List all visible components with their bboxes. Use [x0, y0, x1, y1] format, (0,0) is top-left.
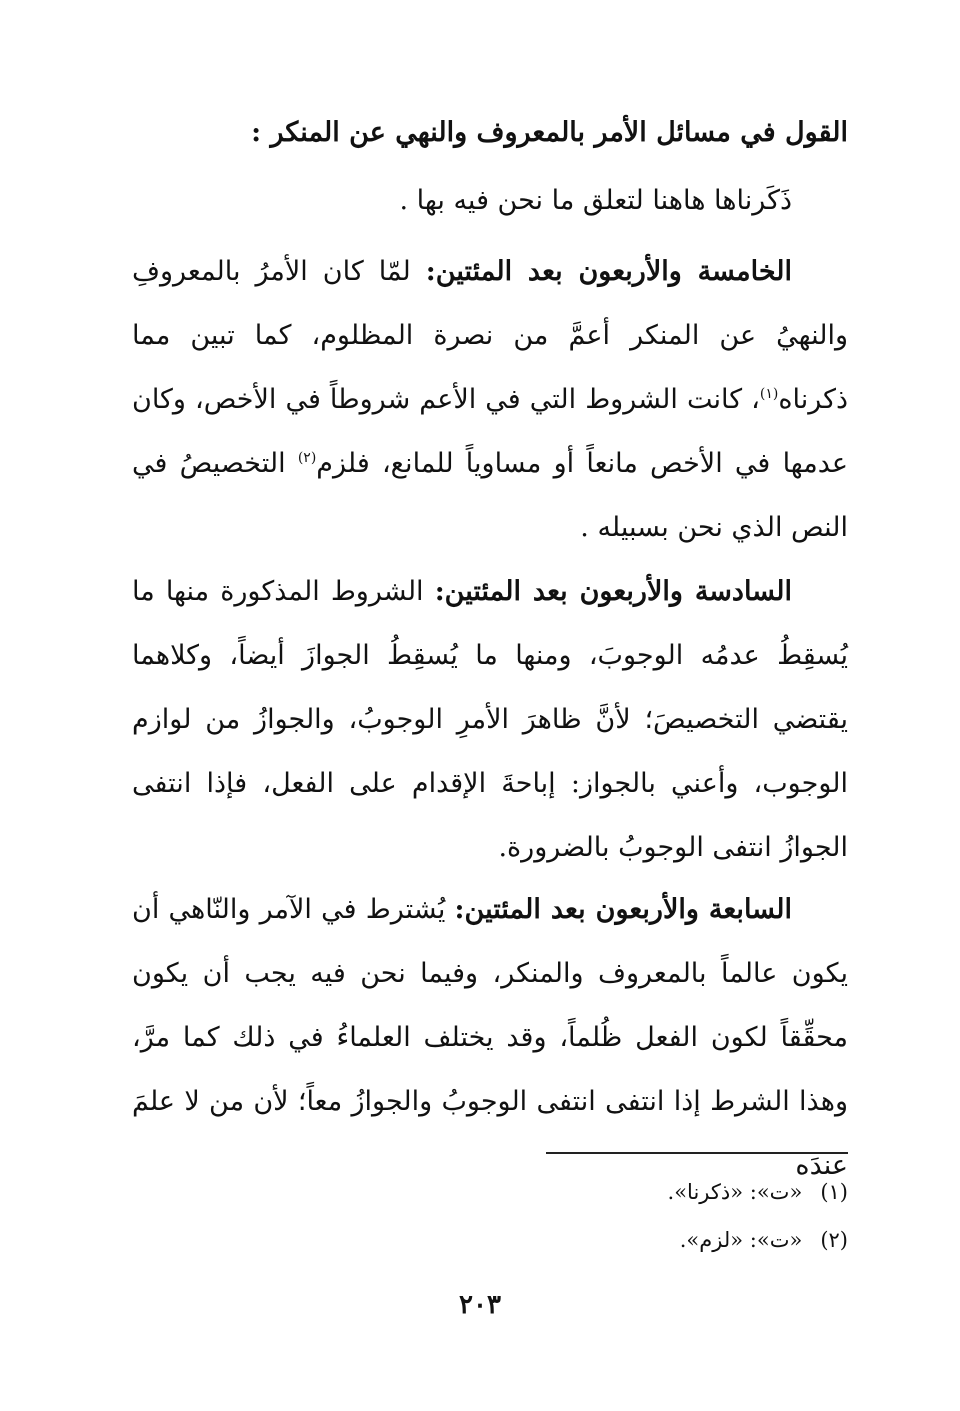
paragraph-245 — [132, 240, 848, 560]
footnote-1 — [132, 1168, 848, 1216]
paragraph-text: لمّا كان الأمرُ بالمعروفِ والنهيُ عن المنكر أعمَّ من نصرة المظلوم، كما تبين مما ذكرناه — [132, 256, 848, 415]
footnote-text: «ت»: «لزم». — [679, 1228, 803, 1252]
paragraph-247 — [132, 878, 848, 1198]
paragraph-246 — [132, 560, 848, 880]
paragraph-lead: الخامسة والأربعون بعد المئتين: — [425, 256, 792, 287]
paragraph-text: الشروط المذكورة منها ما يُسقِطُ عدمُه الوجوبَ، ومنها ما يُسقِطُ الجوازَ أيضاً، وكلاهما يقتضي التخصيصَ؛ لأنَّ ظاهرَ الأمرِ الوجوبُ، والجوازُ من لوازم الوجوب، وأعني بالجواز: إباحةَ الإقدام على الفعل، فإذا انتفى الجوازُ انتفى الوجوبُ بالضرورة. — [132, 576, 848, 863]
footnote-marker[interactable]: (٢) — [297, 450, 317, 466]
footnote-number: (٢) — [820, 1228, 848, 1252]
footnote-marker[interactable]: (١) — [759, 386, 779, 402]
paragraph-text: يُشترط في الآمر والنّاهي أن يكون عالماً بالمعروف والمنكر، وفيما نحن فيه يجب أن يكون محقِّقاً لكون الفعل ظُلماً، وقد يختلف العلماءُ في ذلك كما مرَّ، وهذا الشرط إذا انتفى انتفى الوجوبُ والجوازُ معاً؛ لأن من لا علمَ عندَه — [132, 894, 848, 1181]
footnote-divider — [546, 1152, 848, 1154]
paragraph-text: التخصيصُ في النص الذي نحن بسبيله . — [132, 448, 848, 543]
footnote-number: (١) — [820, 1180, 848, 1204]
paragraph-lead: السادسة والأربعون بعد المئتين: — [434, 576, 792, 607]
intro-paragraph: ذَكَرناها هاهنا لتعلق ما نحن فيه بها . — [399, 185, 792, 216]
paragraph-text: ، كانت الشروط التي في الأعم شروطاً في الأخص، وكان عدمها في الأخص مانعاً أو مساوياً للمانع، فلزم — [132, 384, 848, 479]
page-number: ٢٠٣ — [459, 1290, 501, 1320]
section-heading: القول في مسائل الأمر بالمعروف والنهي عن المنكر : — [251, 117, 848, 148]
footnotes — [132, 1168, 848, 1264]
footnote-text: «ت»: «ذكرنا». — [667, 1180, 803, 1204]
paragraph-lead: السابعة والأربعون بعد المئتين: — [454, 894, 792, 925]
footnote-2 — [132, 1216, 848, 1264]
